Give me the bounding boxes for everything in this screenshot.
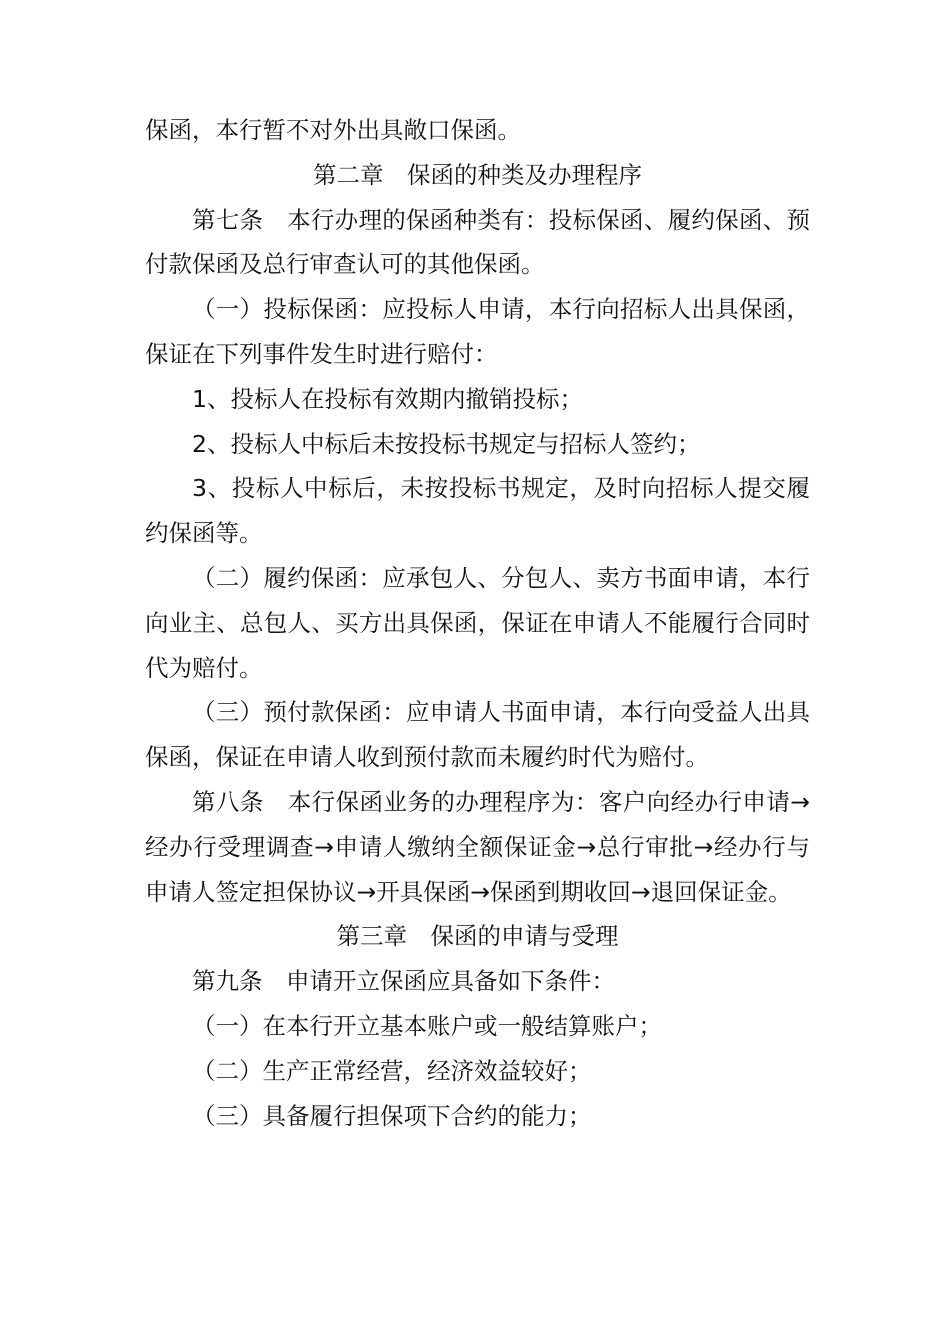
article-9: 第九条 申请开立保函应具备如下条件： (192, 967, 615, 996)
chapter-heading-2: 第二章 保函的种类及办理程序 (313, 160, 642, 189)
article-7-item-1-point-1: 1、投标人在投标有效期内撤销投标； (192, 384, 583, 413)
article-7-item-1: （一）投标保函：应投标人申请，本行向招标人出具保函，保证在下列事件发生时进行赔付： (145, 295, 810, 368)
article-7-item-1-point-2: 2、投标人中标后未按投标书规定与招标人签约； (192, 429, 701, 458)
article-9-item-2: （二）生产正常经营，经济效益较好； (192, 1056, 592, 1085)
article-7: 第七条 本行办理的保函种类有：投标保函、履约保函、预付款保函及总行审查认可的其他保函。 (145, 205, 810, 279)
document-text (145, 108, 810, 1138)
article-7-item-1-point-3: 3、投标人中标后，未按投标书规定，及时向招标人提交履约保函等。 (145, 474, 810, 548)
paragraph-continuation: 保函，本行暂不对外出具敞口保函。 (145, 116, 521, 144)
chapter-heading-3: 第三章 保函的申请与受理 (336, 922, 619, 951)
article-9-item-1: （一）在本行开立基本账户或一般结算账户； (192, 1011, 662, 1040)
article-8: 第八条 本行保函业务的办理程序为：客户向经办行申请→经办行受理调查→申请人缴纳全额保证金→总行审批→经办行与申请人签定担保协议→开具保函→保函到期收回→退回保证金。 (145, 787, 810, 906)
article-9-item-3: （三）具备履行担保项下合约的能力； (192, 1101, 592, 1130)
article-7-item-3: （三）预付款保函：应申请人书面申请，本行向受益人出具保函，保证在申请人收到预付款而未履约时代为赔付。 (145, 698, 810, 772)
article-7-item-2: （二）履约保函：应承包人、分包人、卖方书面申请，本行向业主、总包人、买方出具保函，保证在申请人不能履行合同时代为赔付。 (145, 563, 810, 682)
